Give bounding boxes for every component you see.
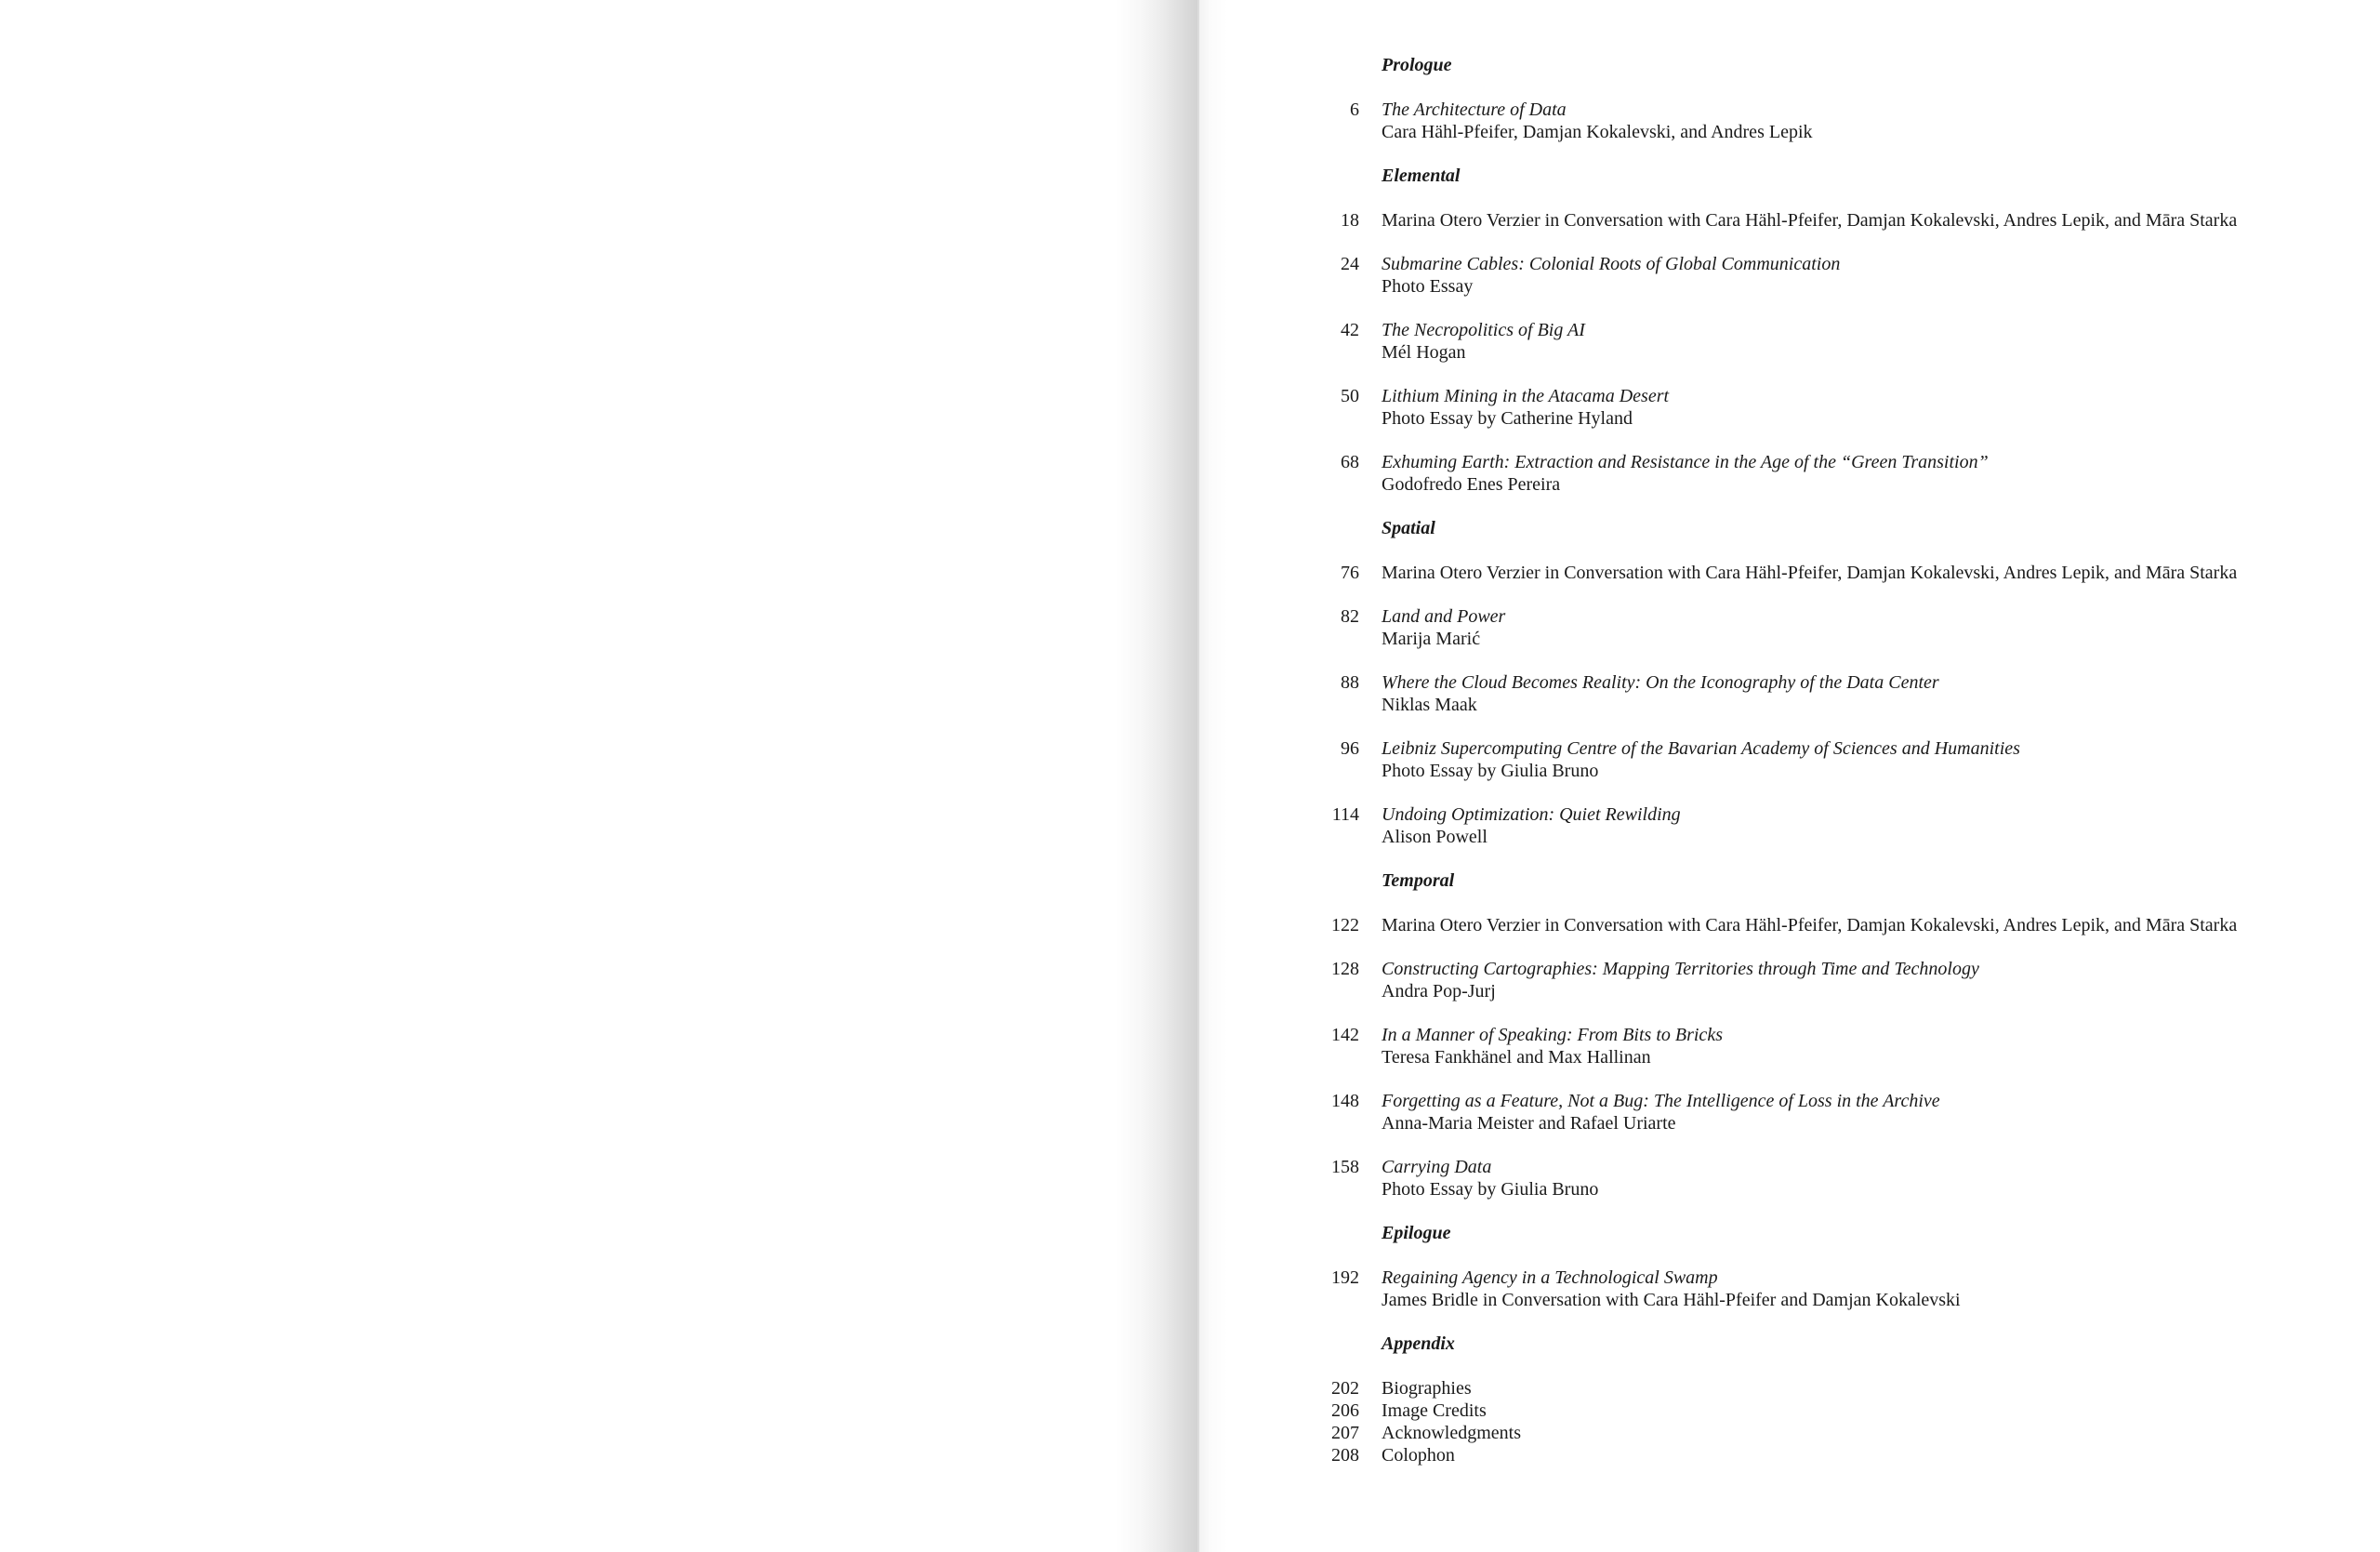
page-number: 96 [1341,738,1359,759]
toc-entry[interactable] [1320,1444,2361,1466]
entry-title: In a Manner of Speaking: From Bits to Bricks [1382,1025,1723,1045]
entry-body [1382,319,2361,364]
toc-entry[interactable] [1320,958,2361,1002]
page-number: 82 [1341,606,1359,627]
toc-entry[interactable] [1320,914,2361,936]
entry-body [1382,562,2361,584]
entry-author: Photo Essay by Catherine Hyland [1382,408,1633,429]
toc-entry[interactable] [1320,1090,2361,1134]
entry-author: Marija Marić [1382,629,1481,649]
page-number: 148 [1331,1091,1359,1111]
toc-entry[interactable] [1320,562,2361,584]
entry-author: Photo Essay [1382,276,1474,297]
entry-body [1382,385,2361,430]
entry-text: Acknowledgments [1382,1423,1521,1443]
toc-entry[interactable] [1320,671,2361,716]
page-number: 158 [1331,1157,1359,1177]
entry-body [1382,1267,2361,1311]
page-number: 142 [1331,1025,1359,1045]
entry-author: Andra Pop-Jurj [1382,981,1496,1002]
toc-section-prologue [1320,54,2361,143]
toc-entry[interactable] [1320,319,2361,364]
toc-entry[interactable] [1320,385,2361,430]
entry-body [1382,803,2361,848]
entry-body [1382,1090,2361,1134]
entry-body [1382,451,2361,496]
toc-entry[interactable] [1320,737,2361,782]
entry-author: Photo Essay by Giulia Bruno [1382,761,1599,781]
section-heading: Temporal [1382,870,1455,891]
entry-text: Colophon [1382,1445,1455,1466]
entry-title: The Necropolitics of Big AI [1382,320,1585,340]
entry-text: Marina Otero Verzier in Conversation with Cara Hähl-Pfeifer, Damjan Kokalevski, Andres Lepik, and Māra Starka [1382,915,2238,935]
entry-body [1382,1422,2361,1444]
entry-title: The Architecture of Data [1382,99,1567,120]
entry-body [1382,671,2361,716]
page-number: 208 [1331,1445,1359,1466]
entry-body [1382,1399,2361,1422]
entry-title: Carrying Data [1382,1157,1492,1177]
entry-body [1382,1024,2361,1068]
entry-body [1382,605,2361,650]
toc-section-elemental [1320,165,2361,496]
entry-author: James Bridle in Conversation with Cara Hähl-Pfeifer and Damjan Kokalevski [1382,1290,1961,1310]
entry-title: Constructing Cartographies: Mapping Territories through Time and Technology [1382,959,1979,979]
section-heading: Epilogue [1382,1223,1451,1243]
entry-title: Exhuming Earth: Extraction and Resistance in the Age of the “Green Transition” [1382,452,1989,472]
toc-section-epilogue [1320,1222,2361,1311]
entry-title: Leibniz Supercomputing Centre of the Bavarian Academy of Sciences and Humanities [1382,738,2020,759]
entry-title: Submarine Cables: Colonial Roots of Global Communication [1382,254,1841,274]
toc-entry[interactable] [1320,1267,2361,1311]
entry-text: Biographies [1382,1378,1472,1399]
entry-body [1382,209,2361,232]
page-number: 114 [1331,804,1359,825]
entry-author: Teresa Fankhänel and Max Hallinan [1382,1047,1651,1068]
entry-title: Undoing Optimization: Quiet Rewilding [1382,804,1681,825]
page-number: 202 [1331,1378,1359,1399]
page-number: 192 [1331,1267,1359,1288]
section-heading: Elemental [1382,166,1461,186]
toc-entry[interactable] [1320,1377,2361,1399]
entry-author: Alison Powell [1382,827,1488,847]
toc-entry[interactable] [1320,1024,2361,1068]
page-number: 42 [1341,320,1359,340]
entry-title: Regaining Agency in a Technological Swamp [1382,1267,1718,1288]
entry-body [1382,253,2361,298]
toc-entry[interactable] [1320,605,2361,650]
toc-entry[interactable] [1320,451,2361,496]
page-number: 207 [1331,1423,1359,1443]
page-number: 6 [1350,99,1359,120]
entry-text: Marina Otero Verzier in Conversation with Cara Hähl-Pfeifer, Damjan Kokalevski, Andres Lepik, and Māra Starka [1382,563,2238,583]
entry-body [1382,914,2361,936]
entry-body [1382,1377,2361,1399]
section-heading: Prologue [1382,55,1452,75]
page-number: 50 [1341,386,1359,406]
page-number: 128 [1331,959,1359,979]
toc-entry[interactable] [1320,99,2361,143]
page-number: 122 [1331,915,1359,935]
toc-entry[interactable] [1320,803,2361,848]
entry-body [1382,1444,2361,1466]
page-number: 76 [1341,563,1359,583]
entry-author: Niklas Maak [1382,695,1477,715]
toc-section-appendix [1320,1333,2361,1466]
page-number: 18 [1341,210,1359,231]
entry-author: Mél Hogan [1382,342,1466,363]
entry-author: Godofredo Enes Pereira [1382,474,1561,495]
entry-body [1382,958,2361,1002]
entry-text: Marina Otero Verzier in Conversation with Cara Hähl-Pfeifer, Damjan Kokalevski, Andres Lepik, and Māra Starka [1382,210,2238,231]
entry-title: Land and Power [1382,606,1506,627]
toc-section-temporal [1320,869,2361,1200]
section-heading: Spatial [1382,518,1435,538]
toc-section-spatial [1320,517,2361,848]
page-number: 68 [1341,452,1359,472]
entry-title: Where the Cloud Becomes Reality: On the Iconography of the Data Center [1382,672,1939,693]
entry-author: Photo Essay by Giulia Bruno [1382,1179,1599,1200]
entry-author: Cara Hähl-Pfeifer, Damjan Kokalevski, and Andres Lepik [1382,122,1813,142]
entry-title: Lithium Mining in the Atacama Desert [1382,386,1670,406]
section-heading: Appendix [1382,1333,1455,1354]
entry-body [1382,737,2361,782]
toc-entry[interactable] [1320,209,2361,232]
entry-title: Forgetting as a Feature, Not a Bug: The Intelligence of Loss in the Archive [1382,1091,1940,1111]
entry-text: Image Credits [1382,1400,1487,1421]
entry-body [1382,1156,2361,1200]
toc-entry[interactable] [1320,1422,2361,1444]
toc-entry[interactable] [1320,253,2361,298]
toc-entry[interactable] [1320,1399,2361,1422]
page-number: 24 [1341,254,1359,274]
entry-author: Anna-Maria Meister and Rafael Uriarte [1382,1113,1676,1134]
table-of-contents [1320,54,2361,1466]
page-number: 88 [1341,672,1359,693]
entry-body [1382,99,2361,143]
page-number: 206 [1331,1400,1359,1421]
toc-entry[interactable] [1320,1156,2361,1200]
